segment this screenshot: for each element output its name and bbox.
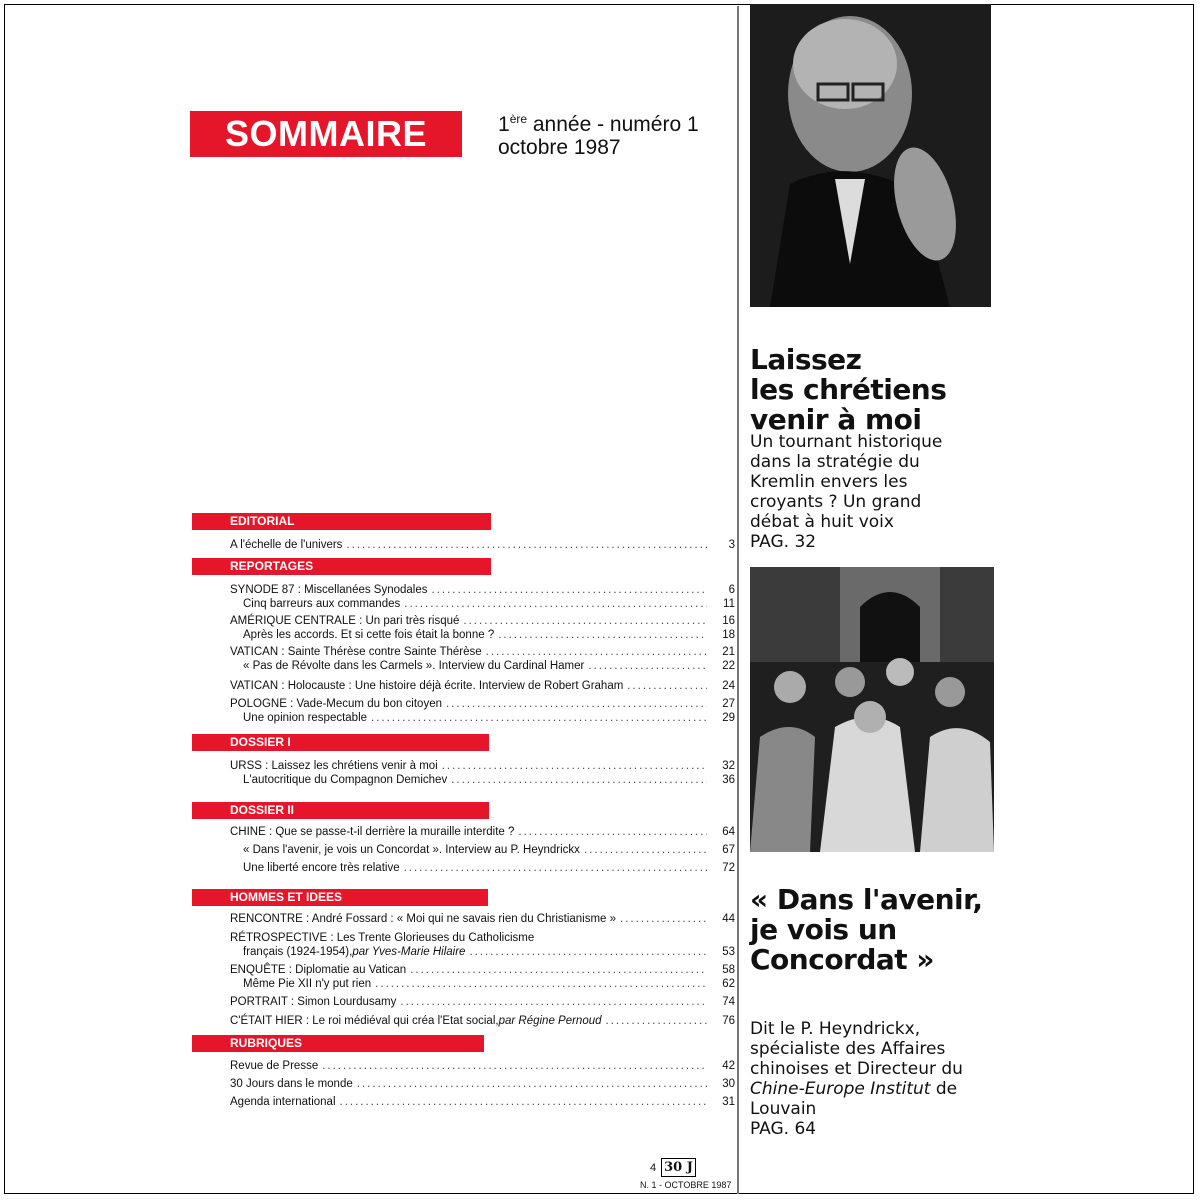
toc-entry[interactable]: Une liberté encore très relative ..... 72 [243, 861, 735, 876]
column-divider [737, 6, 739, 1194]
toc-entry[interactable]: 30 Jours dans le monde ..... 30 [230, 1077, 735, 1092]
feature2-headline[interactable]: « Dans l'avenir, je vois un Concordat » [750, 883, 983, 976]
toc-entry[interactable]: « Dans l'avenir, je vois un Concordat ». Interview au P. Heyndrickx ..... 67 [243, 843, 735, 858]
toc-entry[interactable]: AMÉRIQUE CENTRALE : Un pari très risqué ..... 16 [230, 614, 735, 629]
page-number: 4 [650, 1162, 657, 1174]
section-editorial: EDITORIAL [192, 513, 491, 530]
toc-entry[interactable]: VATICAN : Sainte Thérèse contre Sainte Thérèse ..... 21 [230, 645, 735, 660]
toc-entry[interactable]: CHINE : Que se passe-t-il derrière la muraille interdite ? ..... 64 [230, 825, 735, 840]
toc-entry[interactable]: RENCONTRE : André Fossard : « Moi qui ne savais rien du Christianisme » ..... 44 [230, 912, 735, 927]
toc-entry[interactable]: SYNODE 87 : Miscellanées Synodales ..... 6 [230, 583, 735, 598]
toc-entry[interactable]: français (1924-1954), par Yves-Marie Hilaire ..... 53 [243, 945, 735, 960]
feature1-headline[interactable]: Laissez les chrétiens venir à moi [750, 343, 947, 436]
section-dossier-1: DOSSIER I [192, 734, 489, 751]
toc-entry[interactable]: Même Pie XII n'y put rien ..... 62 [243, 977, 735, 992]
section-rubriques: RUBRIQUES [192, 1035, 484, 1052]
procession-photo [750, 567, 994, 852]
page-title: SOMMAIRE [190, 111, 462, 157]
toc-entry[interactable]: ENQUÊTE : Diplomatie au Vatican ..... 58 [230, 963, 735, 978]
toc-entry[interactable]: Après les accords. Et si cette fois était la bonne ? ..... 18 [243, 628, 735, 643]
footer-issue: N. 1 - OCTOBRE 1987 [640, 1180, 732, 1190]
toc-entry[interactable]: Une opinion respectable ..... 29 [243, 711, 735, 726]
toc-entry[interactable]: « Pas de Révolte dans les Carmels ». Interview du Cardinal Hamer ..... 22 [243, 659, 735, 674]
toc-entry[interactable]: Agenda international ..... 31 [230, 1095, 735, 1110]
feature1-summary: Un tournant historique dans la stratégie du Kremlin envers les croyants ? Un grand débat à huit voix PAG. 32 [750, 432, 943, 552]
magazine-logo: 30 J [661, 1158, 696, 1177]
portrait-photo [750, 4, 991, 307]
toc-entry[interactable]: URSS : Laissez les chrétiens venir à moi ..... 32 [230, 759, 735, 774]
toc-entry[interactable]: A l'échelle de l'univers ..... 3 [230, 538, 735, 553]
toc-entry[interactable]: POLOGNE : Vade-Mecum du bon citoyen ..... 27 [230, 697, 735, 712]
feature2-summary: Dit le P. Heyndrickx, spécialiste des Affaires chinoises et Directeur du Chine-Europe Institut de Louvain PAG. 64 [750, 1019, 963, 1139]
toc-entry[interactable]: PORTRAIT : Simon Lourdusamy ..... 74 [230, 995, 735, 1010]
toc-entry[interactable]: Revue de Presse ..... 42 [230, 1059, 735, 1074]
toc-entry[interactable]: RÉTROSPECTIVE : Les Trente Glorieuses du Catholicisme [230, 932, 535, 944]
toc-entry[interactable]: VATICAN : Holocauste : Une histoire déjà écrite. Interview de Robert Graham ..... 24 [230, 679, 735, 694]
toc-entry[interactable]: Cinq barreurs aux commandes ..... 11 [243, 597, 735, 612]
toc-entry[interactable]: L'autocritique du Compagnon Demichev ..... 36 [243, 773, 735, 788]
toc-entry[interactable]: C'ÉTAIT HIER : Le roi médiéval qui créa l'Etat social, par Régine Pernoud ..... 76 [230, 1014, 735, 1029]
section-hommes-et-idees: HOMMES ET IDEES [192, 889, 488, 906]
section-dossier-2: DOSSIER II [192, 802, 489, 819]
issue-info: 1ère année - numéro 1 octobre 1987 [498, 112, 699, 159]
section-reportages: REPORTAGES [192, 558, 491, 575]
